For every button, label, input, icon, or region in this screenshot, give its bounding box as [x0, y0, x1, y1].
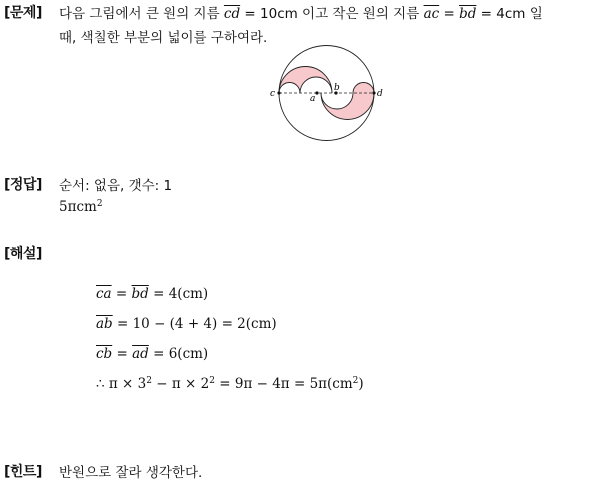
- segment-ac: $\overline{ac}$: [423, 6, 440, 22]
- equation-term: − π × 2: [151, 376, 210, 392]
- equation-2: [96, 316, 277, 332]
- problem-line-1: [59, 2, 543, 22]
- answer-label: [정답]: [4, 177, 42, 193]
- point-c: [277, 91, 280, 94]
- equation-rhs: = 6(cm): [148, 346, 209, 362]
- segment-ca: $\overline{ca}$: [96, 286, 112, 302]
- problem-line-2: 때, 색칠한 부분의 넓이를 구하여라.: [59, 30, 268, 46]
- equation-3: [96, 346, 208, 362]
- problem-text: = 10cm 이고 작은 원의 지름: [240, 6, 424, 22]
- shaded-region: [279, 67, 332, 94]
- equation-rhs: = 10 − (4 + 4) = 2(cm): [112, 316, 277, 332]
- equals-sign: =: [111, 286, 132, 302]
- equation-1: [96, 286, 208, 302]
- explanation-label: [해설]: [4, 246, 42, 262]
- equation-term: = 9π − 4π = 5π(cm: [214, 376, 353, 392]
- problem-figure: [266, 45, 386, 145]
- equation-4: [96, 376, 364, 392]
- label-c: c: [270, 89, 276, 99]
- answer-exponent: 2: [96, 199, 103, 209]
- segment-cd: $\overline{cd}$: [223, 6, 241, 22]
- exponent: 2: [146, 376, 152, 386]
- exponent: 2: [352, 376, 359, 386]
- equation-rhs: = 4(cm): [148, 286, 209, 302]
- hint-label: [힌트]: [4, 464, 42, 480]
- segment-bd: $\overline{bd}$: [131, 286, 149, 302]
- label-d: d: [377, 89, 383, 99]
- problem-text: = 4cm 일: [476, 6, 543, 22]
- segment-ab: $\overline{ab}$: [96, 316, 113, 332]
- equals-sign: =: [439, 6, 460, 22]
- problem-text: 다음 그림에서 큰 원의 지름: [59, 6, 224, 22]
- equation-term: ∴ π × 3: [96, 376, 147, 392]
- label-a: a: [310, 94, 316, 104]
- hint-text: 반원으로 잘라 생각한다.: [59, 465, 203, 481]
- segment-bd: $\overline{bd}$: [459, 6, 477, 22]
- problem-label: [문제]: [4, 5, 42, 21]
- shaded-region: [321, 83, 374, 120]
- label-b: b: [334, 83, 340, 93]
- answer-value: [59, 199, 103, 215]
- equals-sign: =: [112, 346, 133, 362]
- answer-meta: 순서: 없음, 갯수: 1: [59, 178, 173, 194]
- exponent: 2: [209, 376, 215, 386]
- segment-ad: $\overline{ad}$: [132, 346, 149, 362]
- equation-term: ): [358, 376, 364, 392]
- answer-base: 5πcm: [59, 199, 97, 215]
- point-d: [372, 91, 375, 94]
- segment-cb: $\overline{cb}$: [96, 346, 113, 362]
- point-a: [315, 91, 318, 94]
